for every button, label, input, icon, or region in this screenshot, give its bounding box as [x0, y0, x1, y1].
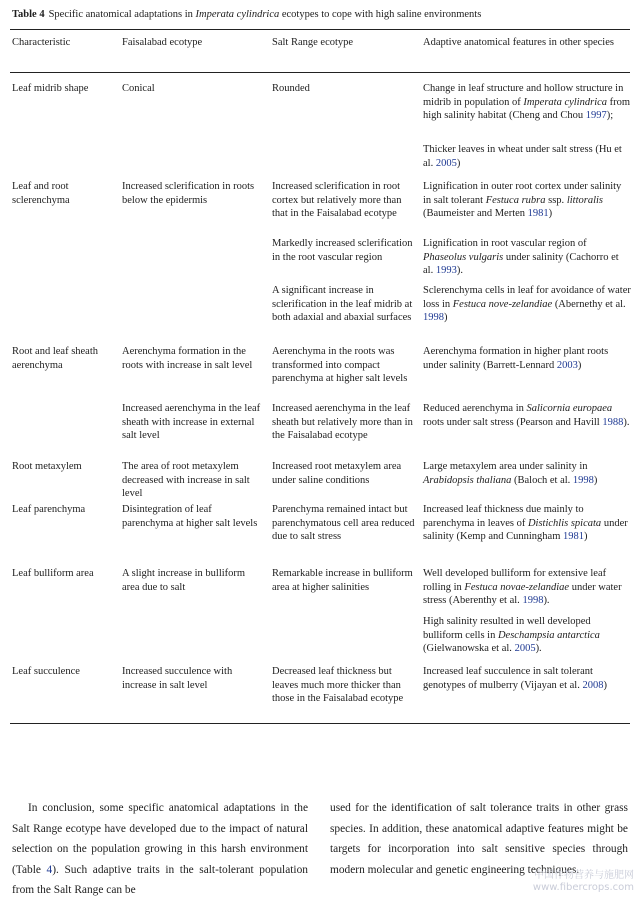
col-header-salt-range: Salt Range ecotype	[272, 37, 354, 48]
row-leaf-midrib-other-a: Change in leaf structure and hollow structure in midrib in population of Imperata cylindrica from high salinity habitat (Cheng and Chou 1997);	[423, 83, 631, 121]
row-bulliform-other-b: High salinity resulted in well developed bulliform cells in Deschampsia antarctica (Gielwanowska et al. 2005).	[423, 616, 600, 654]
row-bulliform-faisalabad: A slight increase in bulliform area due to salt	[122, 568, 246, 593]
citation-link[interactable]: 2003	[556, 359, 578, 371]
table-caption-label: Table 4	[12, 9, 45, 20]
row-aerenchyma-characteristic: Root and leaf sheath aerenchyma	[12, 346, 99, 371]
row-succulence-characteristic: Leaf succulence	[12, 666, 80, 677]
row-leaf-midrib-other-b: Thicker leaves in wheat under salt stress (Hu et al. 2005)	[423, 144, 622, 169]
row-leaf-midrib-faisalabad: Conical	[122, 83, 155, 94]
row-sclerenchyma-saltrange-b: Markedly increased sclerification in the root vascular region	[272, 238, 413, 263]
row-aerenchyma-saltrange-b: Increased aerenchyma in the leaf sheath but relatively more than in the Faisalabad ecotype	[272, 403, 413, 441]
col-header-faisalabad: Faisalabad ecotype	[122, 37, 203, 48]
citation-link[interactable]: 1998	[572, 474, 594, 486]
citation-link[interactable]: 1998	[423, 312, 444, 323]
row-sclerenchyma-saltrange-a: Increased sclerification in root cortex but relatively more than that in the Faisalabad ecotype	[272, 181, 402, 219]
row-bulliform-saltrange: Remarkable increase in bulliform area at higher salinities	[272, 568, 413, 593]
citation-link[interactable]: 1981	[527, 208, 549, 219]
row-sclerenchyma-characteristic: Leaf and root sclerenchyma	[12, 181, 70, 206]
row-aerenchyma-faisalabad-b: Increased aerenchyma in the leaf sheath with increase in external salt level	[122, 403, 261, 441]
citation-link[interactable]: 2008	[582, 679, 604, 691]
watermark: 中国作物营养与施肥网 www.fibercrops.com	[532, 870, 634, 893]
col-header-other-species: Adaptive anatomical features in other species	[423, 37, 614, 48]
citation-link[interactable]: 2005	[435, 157, 457, 169]
row-aerenchyma-other-a: Aerenchyma formation in higher plant roots under salinity (Barrett-Lennard 2003)	[423, 346, 609, 371]
row-sclerenchyma-other-a: Lignification in outer root cortex under salinity in salt tolerant Festuca rubra ssp. littoralis (Baumeister and Merten 1981)	[423, 181, 622, 219]
citation-link[interactable]: 1998	[522, 595, 544, 606]
row-metaxylem-characteristic: Root metaxylem	[12, 461, 82, 472]
body-paragraph-col2: used for the identification of salt tolerance traits in other grass species. In addition, these anatomical adaptive features might be targets for incorporation into salt sensitive species through modern molecular and genetic engineering techniques.	[330, 802, 628, 876]
row-aerenchyma-faisalabad-a: Aerenchyma formation in the roots with increase in salt level	[122, 346, 253, 371]
row-succulence-other: Increased leaf succulence in salt tolerant genotypes of mulberry (Vijayan et al. 2008)	[423, 666, 607, 691]
row-parenchyma-faisalabad: Disintegration of leaf parenchyma at higher salt levels	[122, 504, 258, 529]
row-parenchyma-other: Increased leaf thickness due mainly to parenchyma in leaves of Distichlis spicata under salinity (Kemp and Cunningham 1981)	[423, 504, 628, 542]
table-header-rule	[10, 72, 630, 73]
table-top-rule	[10, 29, 630, 30]
citation-link[interactable]: 2005	[514, 643, 536, 654]
body-paragraph-col1: In conclusion, some specific anatomical adaptations in the Salt Range ecotype have developed due to the impact of natural selection on the population growing in this harsh environment (Table 4). Such adaptive traits in the salt-tolerant population from the Salt Range can be	[12, 802, 308, 896]
row-bulliform-other-a: Well developed bulliform for extensive leaf rolling in Festuca novae-zelandiae under water stress (Aberenthy et al. 1998).	[423, 568, 622, 606]
row-bulliform-characteristic: Leaf bulliform area	[12, 568, 94, 579]
row-aerenchyma-other-b: Reduced aerenchyma in Salicornia europaea roots under salt stress (Pearson and Havill 1988).	[423, 403, 630, 428]
table-caption: Table 4 Specific anatomical adaptations in Imperata cylindrica ecotypes to cope with high saline environments	[12, 9, 482, 20]
col-header-characteristic: Characteristic	[12, 37, 71, 48]
citation-link[interactable]: 1988	[602, 416, 624, 428]
row-succulence-faisalabad: Increased succulence with increase in salt level	[122, 666, 233, 691]
row-metaxylem-other: Large metaxylem area under salinity in Arabidopsis thaliana (Baloch et al. 1998)	[423, 461, 598, 486]
table-bottom-rule	[10, 723, 630, 724]
row-sclerenchyma-other-b: Lignification in root vascular region of Phaseolus vulgaris under salinity (Cachorro et al. 1993).	[423, 238, 619, 276]
row-leaf-midrib-saltrange: Rounded	[272, 83, 310, 94]
table-reference-link[interactable]: 4	[46, 863, 53, 876]
row-metaxylem-faisalabad: The area of root metaxylem decreased with increase in salt level	[122, 461, 250, 499]
citation-link[interactable]: 1981	[562, 531, 584, 542]
citation-link[interactable]: 1993	[435, 265, 457, 276]
citation-link[interactable]: 1997	[585, 110, 607, 121]
row-aerenchyma-saltrange-a: Aerenchyma in the roots was transformed into compact parenchyma at higher salt levels	[272, 346, 408, 384]
row-parenchyma-characteristic: Leaf parenchyma	[12, 504, 86, 515]
row-metaxylem-saltrange: Increased root metaxylem area under saline conditions	[272, 461, 402, 486]
row-leaf-midrib-characteristic: Leaf midrib shape	[12, 83, 89, 94]
row-sclerenchyma-saltrange-c: A significant increase in sclerification in the leaf midrib at both adaxial and abaxial surfaces	[272, 285, 413, 323]
row-succulence-saltrange: Decreased leaf thickness but leaves much more thicker than those in the Faisalabad ecotype	[272, 666, 404, 704]
row-sclerenchyma-faisalabad: Increased sclerification in roots below the epidermis	[122, 181, 255, 206]
row-sclerenchyma-other-c: Sclerenchyma cells in leaf for avoidance of water loss in Festuca nove-zelandiae (Abernethy et al. 1998)	[423, 285, 631, 323]
row-parenchyma-saltrange: Parenchyma remained intact but parenchymatous cell area reduced due to salt stress	[272, 504, 415, 542]
